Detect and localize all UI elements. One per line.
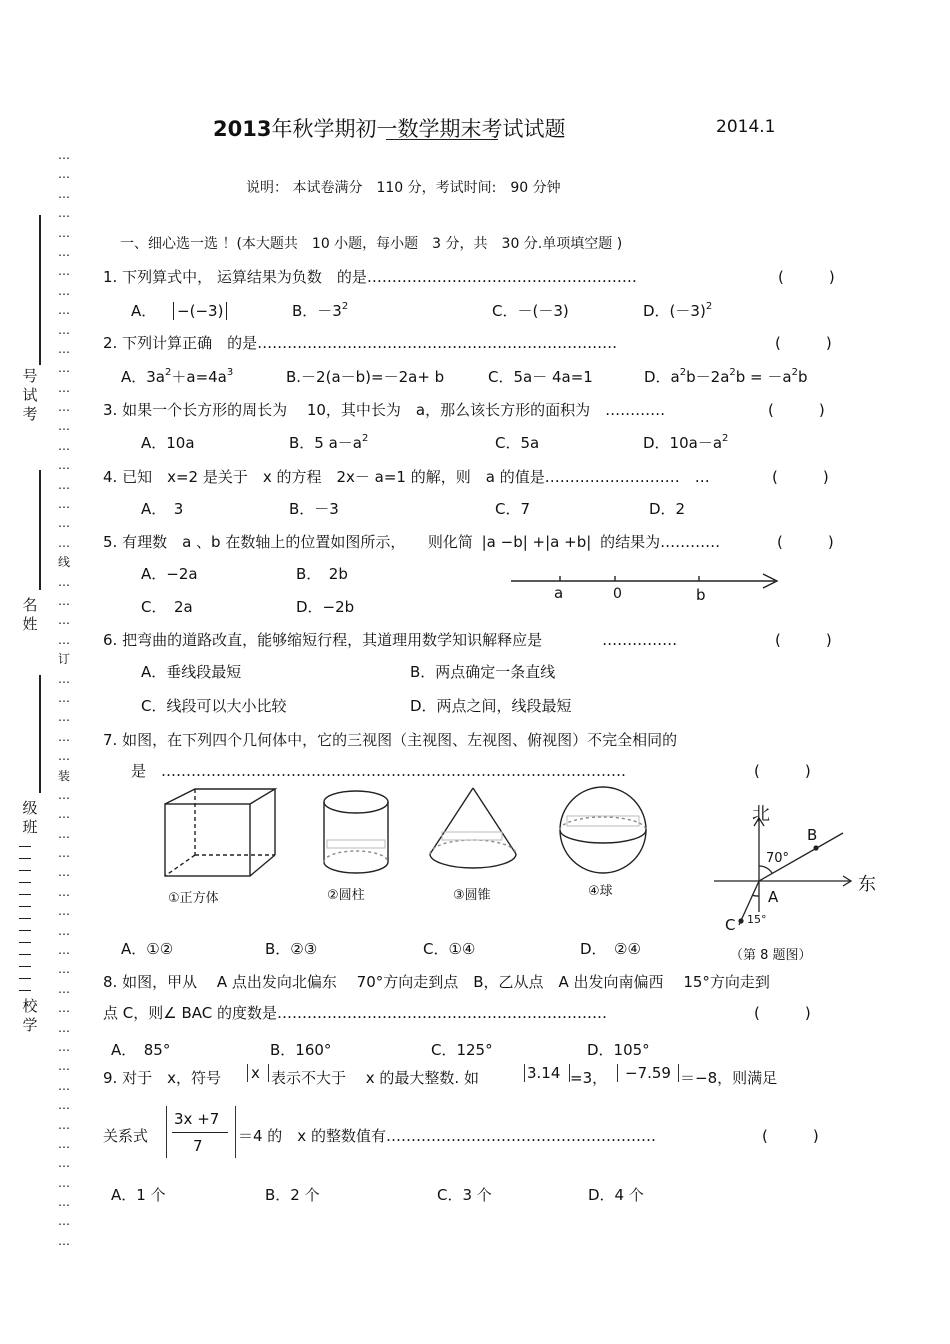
q8-option-c: C．125°: [431, 1041, 493, 1059]
label-xing: 姓: [22, 615, 38, 633]
label-shi: 试: [22, 386, 38, 404]
binding-word-xian: 线: [58, 555, 71, 570]
title-text: 年秋学期初一数学期末考试试题: [271, 117, 566, 141]
q9-symbol-x: x: [251, 1064, 260, 1082]
q5-stem: 5. 有理数 a 、b 在数轴上的位置如图所示， 则化简 |a −b| +|a +b| 的结果为…………: [103, 533, 721, 551]
abs-bars: −(−3): [173, 302, 227, 320]
q4-answer-paren[interactable]: ( ): [772, 468, 829, 486]
q6-stem: 6. 把弯曲的道路改直，能够缩短行程，其道理用数学知识解释应是 ……………: [103, 631, 678, 649]
fraction-numerator: 3x +7: [174, 1110, 220, 1128]
q3-option-c: C．5a: [495, 434, 540, 452]
cylinder-shape: [324, 791, 388, 873]
q9-option-a: A．1 个: [111, 1186, 166, 1204]
fig8-point-b: B: [807, 826, 818, 844]
q8-option-d: D．105°: [587, 1041, 650, 1059]
fig8-angle-15: 15°: [747, 913, 767, 926]
q7-answer-paren[interactable]: ( ): [754, 762, 811, 780]
title-year: 2013: [213, 117, 272, 141]
number-line-figure: [505, 566, 790, 606]
q2-answer-paren[interactable]: ( ): [775, 334, 832, 352]
fig8-point-c: C: [725, 916, 736, 934]
solids-figure: [155, 782, 665, 882]
q6-answer-paren[interactable]: ( ): [775, 631, 832, 649]
q5-option-a: A．−2a: [141, 565, 198, 583]
section-heading: 一、细心选一选 ！(本大题共 10 小题，每小题 3 分，共 30 分.单项填空题 ): [120, 236, 623, 252]
exam-date: 2014.1: [716, 117, 776, 137]
sphere-shape: [560, 787, 646, 873]
q9-stem-c: ＝4 的 x 的整数值有………………………………………………: [238, 1127, 656, 1145]
q4-option-d: D．2: [649, 500, 686, 518]
q9-stem-a: 9. 对于 x，符号: [103, 1069, 221, 1087]
fig8-east: 东: [858, 874, 876, 895]
q3-answer-paren[interactable]: ( ): [768, 401, 825, 419]
fig-label-cube: ①正方体: [168, 891, 219, 906]
q5-expression: |a −b| +|a +b|: [481, 533, 592, 551]
q5-option-c: C． 2a: [141, 598, 193, 616]
q6-option-b: B．两点确定一条直线: [410, 663, 556, 681]
q2-stem: 2. 下列计算正确 的是………………………………………………………………: [103, 334, 618, 352]
q6-option-c: C．线段可以大小比较: [141, 697, 287, 715]
fig-label-sphere: ④球: [588, 884, 613, 899]
q3-option-d: D．$10a-a^2$: [643, 433, 729, 452]
q9-option-b: B．2 个: [265, 1186, 320, 1204]
cone-shape: [430, 788, 516, 868]
q3-option-a: A．10a: [141, 434, 195, 452]
q2-option-a: A．$3a^2+a=4a^3$: [121, 367, 234, 386]
cube-shape: [165, 789, 275, 876]
q5-option-d: D．−2b: [296, 598, 355, 616]
exam-note: 说明： 本试卷满分 110 分，考试时间: 90 分钟: [246, 180, 561, 196]
q7-option-a: A．①②: [121, 940, 174, 958]
label-xue: 学: [22, 1016, 38, 1034]
fig8-angle-70: 70°: [766, 851, 790, 866]
q7-option-d: D． ②④: [580, 940, 641, 958]
label-ming: 名: [22, 596, 38, 614]
fraction-denominator: 7: [193, 1137, 203, 1155]
q5-option-b: B． 2b: [296, 565, 348, 583]
q9-example-1-rest: =3，: [570, 1069, 608, 1087]
field-line-exam-no: [39, 215, 41, 365]
q1-option-c: C．－(－3): [492, 302, 569, 320]
q7-option-c: C．①④: [423, 940, 476, 958]
q8-stem-line1: 8. 如图，甲从 A 点出发向北偏东 70°方向走到点 B，乙从点 A 出发向南偏西 15°方向走到: [103, 973, 770, 991]
number-line-label-0: 0: [613, 586, 622, 602]
fig8-caption: （第 8 题图）: [730, 948, 812, 963]
fig-label-cone: ③圆锥: [453, 888, 491, 903]
fig8-north: 北: [752, 804, 770, 825]
number-line-label-a: a: [554, 584, 564, 602]
label-hao: 号: [22, 367, 38, 385]
fig-label-cylinder: ②圆柱: [327, 888, 365, 903]
q7-stem-line2: 是 …………………………………………………………………………………: [131, 762, 627, 780]
q2-option-b: B.－2(a－b)=－2a+ b: [286, 368, 445, 386]
field-line-class: [39, 675, 41, 793]
q1-option-a: A． −(−3): [131, 300, 227, 321]
q3-option-b: B．5 $a-a^2$: [289, 433, 369, 452]
label-kao: 考: [22, 405, 38, 423]
q1-answer-paren[interactable]: ( ): [778, 268, 835, 286]
q3-stem: 3. 如果一个长方形的周长为 10，其中长为 a，那么该长方形的面积为 …………: [103, 401, 666, 419]
q6-option-d: D．两点之间，线段最短: [410, 697, 572, 715]
q8-answer-paren[interactable]: ( ): [754, 1004, 811, 1022]
label-xiao: 校: [22, 997, 38, 1015]
q9-example-2-rest: ＝−8，则满足: [680, 1069, 778, 1087]
binding-word-zhuang: 装: [58, 768, 71, 783]
q1-stem: 1. 下列算式中， 运算结果为负数 的是………………………………………………: [103, 268, 637, 286]
number-line-label-b: b: [696, 586, 706, 604]
q8-stem-line2: 点 C，则∠ BAC 的度数是…………………………………………………………: [103, 1004, 607, 1022]
q1-option-d: D．$(-3)^2$: [643, 301, 713, 320]
q9-example-2: −7.59: [625, 1064, 671, 1082]
q4-option-c: C．7: [495, 500, 531, 518]
q4-stem: 4. 已知 x=2 是关于 x 的方程 2x－ a=1 的解，则 a 的值是……………………… …: [103, 468, 710, 486]
q2-option-d: D．$a^2b-2a^2b = -a^2b$: [644, 367, 808, 386]
q9-option-d: D．4 个: [588, 1186, 644, 1204]
q9-option-c: C．3 个: [437, 1186, 492, 1204]
dotted-binding-line: … … … … … … … … … … … … … … … … … … … … … 线 … … … … 订 … … … … … 装 … … … … … … … … … … … … … … … … … … … … … … … …: [58, 146, 76, 1251]
q1-option-b: B．$-3^2$: [292, 301, 349, 320]
q5-answer-paren[interactable]: ( ): [777, 533, 834, 551]
binding-word-ding: 订: [58, 652, 71, 667]
q4-option-a: A． 3: [141, 500, 184, 518]
fig8-point-a: A: [768, 888, 779, 906]
q4-option-b: B．－3: [289, 500, 339, 518]
fraction-bar: [172, 1132, 228, 1133]
q9-example-1: 3.14: [527, 1064, 561, 1082]
label-ji: 级: [22, 799, 38, 817]
q7-option-b: B．②③: [265, 940, 318, 958]
field-line-name: [39, 470, 41, 590]
q9-relation-label: 关系式: [103, 1127, 149, 1145]
q8-option-b: B．160°: [270, 1041, 332, 1059]
q9-stem-b: 表示不大于 x 的最大整数. 如: [271, 1069, 479, 1087]
q8-option-a: A． 85°: [111, 1041, 171, 1059]
label-ban: 班: [22, 818, 38, 836]
q2-option-c: C．5a－ 4a=1: [488, 368, 593, 386]
q9-answer-paren[interactable]: ( ): [762, 1127, 819, 1145]
q6-option-a: A．垂线段最短: [141, 663, 242, 681]
q7-stem-line1: 7. 如图，在下列四个几何体中，它的三视图（主视图、左视图、俯视图）不完全相同的: [103, 731, 678, 749]
title-underline: [386, 139, 498, 140]
